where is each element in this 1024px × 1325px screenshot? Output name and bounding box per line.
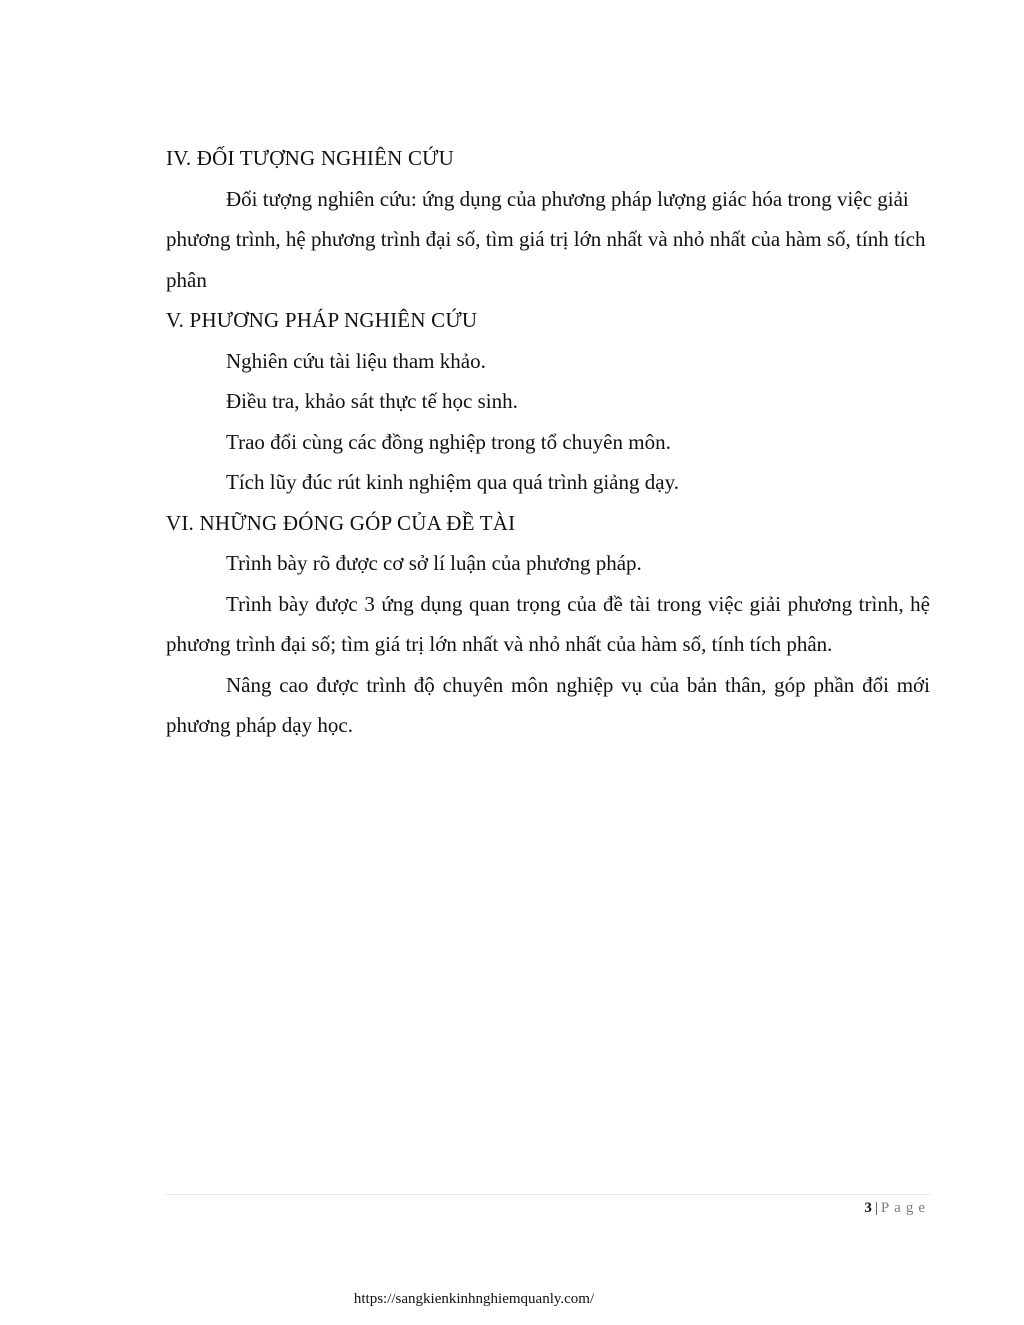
contribution-paragraph-2: Trình bày được 3 ứng dụng quan trọng của đề tài trong việc giải phương trình, hệ phương trình đại số; tìm giá trị lớn nhất và nhỏ nhất của hàm số, tính tích phân.	[166, 591, 930, 656]
page-word: Page	[880, 1200, 930, 1216]
method-item-1: Nghiên cứu tài liệu tham khảo.	[226, 348, 486, 373]
section-iv-paragraph: Đối tượng nghiên cứu: ứng dụng của phương pháp lượng giác hóa trong việc giải phương trình, hệ phương trình đại số, tìm giá trị lớn nhất và nhỏ nhất của hàm số, tính tích phân	[166, 186, 926, 292]
section-heading-v: V. PHƯƠNG PHÁP NGHIÊN CỨU	[166, 308, 478, 332]
section-heading-vi: VI. NHỮNG ĐÓNG GÓP CỦA ĐỀ TÀI	[166, 510, 516, 535]
page-separator: |	[874, 1200, 878, 1216]
document-body	[166, 138, 930, 746]
page-number: 3	[864, 1200, 872, 1216]
method-item-4: Tích lũy đúc rút kinh nghiệm qua quá trình giảng dạy.	[226, 470, 679, 494]
footer-divider	[166, 1194, 930, 1195]
section-heading-iv: IV. ĐỐI TƯỢNG NGHIÊN CỨU	[166, 146, 455, 170]
contribution-paragraph-1: Trình bày rõ được cơ sở lí luận của phương pháp.	[226, 551, 642, 575]
contribution-paragraph-3: Nâng cao được trình độ chuyên môn nghiệp vụ của bản thân, góp phần đổi mới phương pháp dạy học.	[166, 672, 930, 737]
method-item-3: Trao đổi cùng các đồng nghiệp trong tổ chuyên môn.	[226, 429, 671, 454]
method-item-2: Điều tra, khảo sát thực tế học sinh.	[226, 389, 518, 413]
page-number-footer	[864, 1198, 930, 1218]
source-url: https://sangkienkinhnghiemquanly.com/	[353, 1291, 595, 1307]
